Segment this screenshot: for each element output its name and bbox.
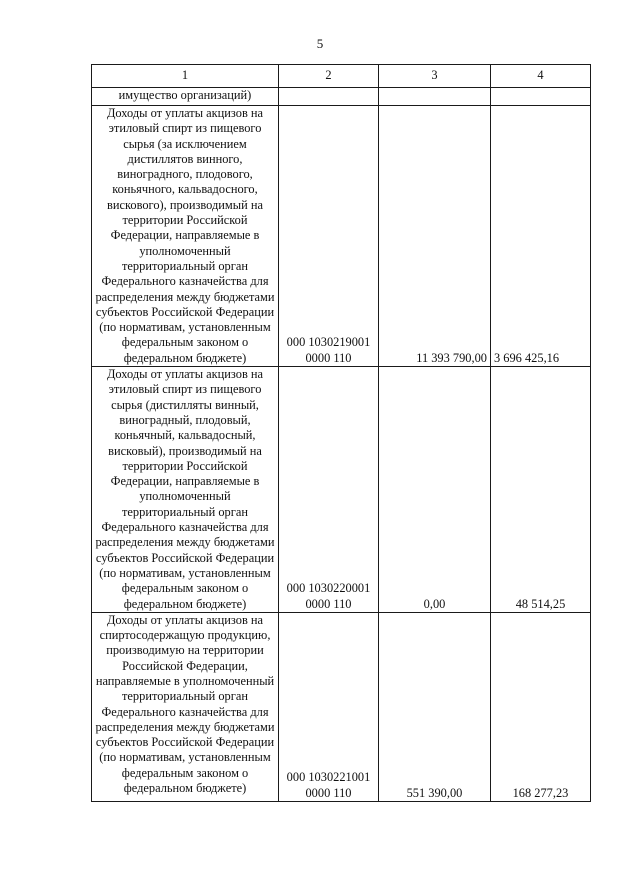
column-header-1: 1	[92, 65, 279, 88]
table-row	[92, 106, 591, 367]
row-code	[279, 88, 379, 106]
row-description: Доходы от уплаты акцизов на этиловый спирт из пищевого сырья (дистилляты винный, виноградный, плодовый, коньячный, кальвадосный, висковый), производимый на территории Российской Федерации, направляемые в уполномоченный территориальный орган Федерального казначейства для распределения между бюджетами субъектов Российской Федерации (по нормативам, установленным федеральным законом о федеральном бюджете)	[92, 367, 279, 613]
row-amount-col4: 3 696 425,16	[491, 106, 591, 367]
row-code: 000 1030219001 0000 110	[279, 106, 379, 367]
column-header-2: 2	[279, 65, 379, 88]
page-number: 5	[316, 36, 324, 51]
column-header-4: 4	[491, 65, 591, 88]
row-amount-col3	[379, 88, 491, 106]
column-header-3: 3	[379, 65, 491, 88]
revenue-table	[91, 64, 591, 802]
row-code: 000 1030220001 0000 110	[279, 367, 379, 613]
row-description: Доходы от уплаты акцизов на этиловый спирт из пищевого сырья (за исключением дистиллятов винного, виноградного, плодового, коньячного, кальвадосного, вискового), производимый на территории Российской Федерации, направляемые в уполномоченный территориальный орган Федерального казначейства для распределения между бюджетами субъектов Российской Федерации (по нормативам, установленным федеральным законом о федеральном бюджете)	[92, 106, 279, 367]
row-amount-col3: 551 390,00	[379, 612, 491, 801]
row-amount-col3: 0,00	[379, 367, 491, 613]
row-code: 000 1030221001 0000 110	[279, 612, 379, 801]
row-amount-col3: 11 393 790,00	[379, 106, 491, 367]
row-description: Доходы от уплаты акцизов на спиртосодержащую продукцию, производимую на территории Российской Федерации, направляемые в уполномоченный территориальный орган Федерального казначейства для распределения между бюджетами субъектов Российской Федерации (по нормативам, установленным федеральным законом о федеральном бюджете)	[92, 612, 279, 801]
row-description: имущество организаций)	[92, 88, 279, 106]
table-row-continuation	[92, 88, 591, 106]
row-amount-col4: 48 514,25	[491, 367, 591, 613]
row-amount-col4	[491, 88, 591, 106]
table-row	[92, 612, 591, 801]
table-row	[92, 367, 591, 613]
row-amount-col4: 168 277,23	[491, 612, 591, 801]
table-header-row	[92, 65, 591, 88]
